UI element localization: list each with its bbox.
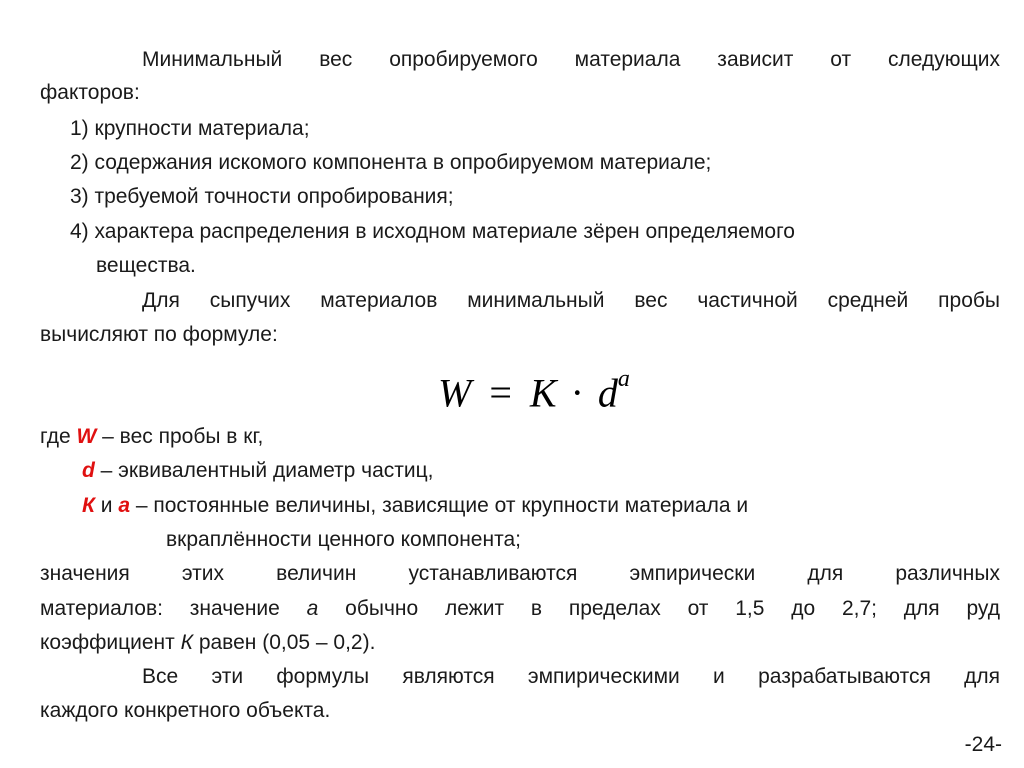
values-line-3-start: коэффициент bbox=[40, 631, 181, 654]
definition-k-a bbox=[82, 493, 748, 519]
symbol-w: W bbox=[76, 425, 97, 448]
definition-k-a-continuation: вкраплённости ценного компонента; bbox=[166, 528, 521, 551]
factor-item-4-continuation: вещества. bbox=[96, 254, 196, 277]
definition-w bbox=[40, 424, 263, 450]
intro-line-1: Минимальный вес опробируемого материала зависит от следующих bbox=[142, 48, 1000, 71]
intro-line-2: факторов: bbox=[40, 81, 140, 104]
values-symbol-k: К bbox=[180, 631, 193, 654]
factor-item-1: 1) крупности материала; bbox=[70, 117, 310, 140]
definition-where: где bbox=[40, 425, 77, 448]
symbol-k: К bbox=[82, 494, 95, 517]
formula-dot: · bbox=[570, 370, 584, 416]
conclusion-line-2: каждого конкретного объекта. bbox=[40, 699, 331, 722]
page-number: -24- bbox=[964, 733, 1002, 756]
formula-exponent-a: a bbox=[617, 366, 630, 392]
values-line-3 bbox=[40, 630, 375, 656]
conclusion-line-1: Все эти формулы являются эмпирическими и разрабатываются для bbox=[142, 665, 1000, 688]
definition-d bbox=[82, 458, 434, 484]
sample-weight-formula bbox=[438, 362, 658, 416]
factor-item-2: 2) содержания искомого компонента в опробируемом материале; bbox=[70, 151, 712, 174]
definition-d-text: – эквивалентный диаметр частиц, bbox=[94, 459, 434, 482]
symbol-d: d bbox=[82, 459, 95, 482]
symbol-a: а bbox=[118, 494, 131, 517]
values-line-2-end: обычно лежит в пределах от 1,5 до 2,7; для руд bbox=[318, 597, 1000, 620]
definition-and: и bbox=[94, 494, 119, 517]
definition-w-text: – вес пробы в кг, bbox=[96, 425, 264, 448]
factor-item-4: 4) характера распределения в исходном материале зёрен определяемого bbox=[70, 220, 795, 243]
values-line-1: значения этих величин устанавливаются эмпирически для различных bbox=[40, 562, 1000, 585]
formula-w: W bbox=[438, 370, 472, 416]
definition-k-a-text: – постоянные величины, зависящие от крупности материала и bbox=[130, 494, 749, 517]
factor-item-3: 3) требуемой точности опробирования; bbox=[70, 185, 454, 208]
values-line-2 bbox=[40, 596, 1000, 622]
values-line-3-end: равен (0,05 – 0,2). bbox=[192, 631, 376, 654]
formula-d: d bbox=[597, 370, 618, 416]
formula-equals: = bbox=[489, 370, 512, 416]
formula-intro-line-1: Для сыпучих материалов минимальный вес частичной средней пробы bbox=[142, 289, 1000, 312]
values-line-2-start: материалов: значение bbox=[40, 597, 307, 620]
formula-intro-line-2: вычисляют по формуле: bbox=[40, 323, 278, 346]
values-symbol-a: а bbox=[306, 597, 319, 620]
formula-k: K bbox=[529, 370, 557, 416]
